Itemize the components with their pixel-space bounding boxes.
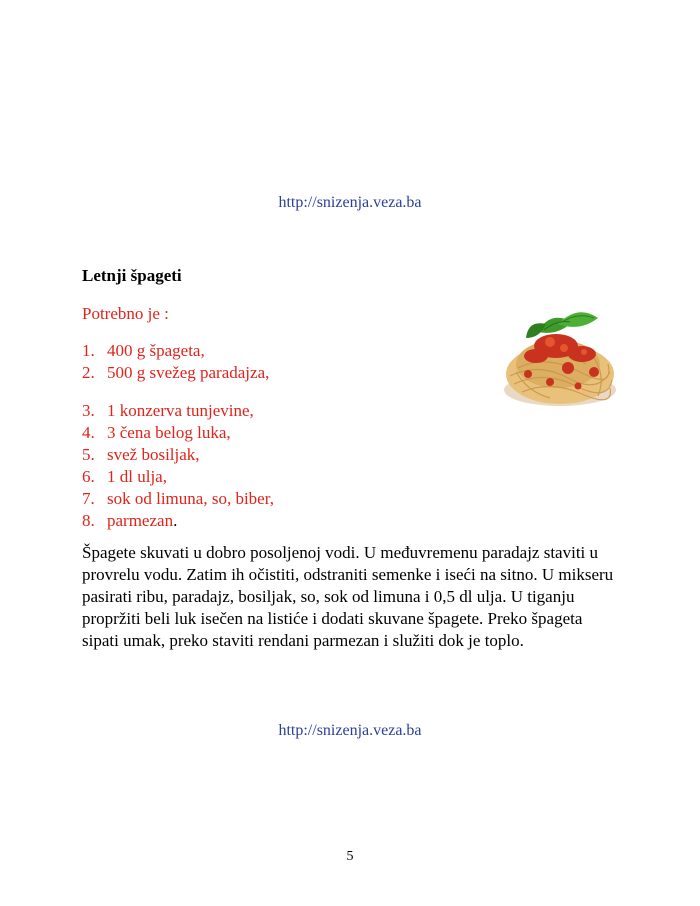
list-item [82, 444, 274, 466]
ingredient-number: 7. [82, 489, 95, 508]
spaghetti-image [498, 302, 620, 414]
list-item [82, 422, 274, 444]
recipe-title: Letnji špageti [82, 266, 182, 285]
ingredient-list-2 [82, 400, 274, 532]
ingredient-text: 500 g svežeg paradajza, [107, 363, 270, 382]
ingredients-heading: Potrebno je : [82, 304, 169, 323]
ingredient-text: 400 g špageta, [107, 341, 205, 360]
ingredient-text: sok od limuna, so, biber, [107, 489, 274, 508]
ingredient-number: 3. [82, 401, 95, 420]
recipe-instructions: Špagete skuvati u dobro posoljenoj vodi. U međuvremenu paradajz staviti u provrelu vodu. Zatim ih očistiti, odstraniti semenke i iseći na sitno. U mikseru pasirati ribu, paradajz, bosiljak, so, sok od limuna i 0,5 dl ulja. U tiganju propržiti beli luk isečen na listiće i dodati skuvane špagete. Preko špageta sipati umak, preko staviti rendani parmezan i služiti dok je toplo. [82, 543, 614, 650]
ingredient-text: parmezan [107, 511, 174, 530]
list-item [82, 466, 274, 488]
ingredient-list-1 [82, 340, 269, 384]
ingredient-number: 2. [82, 363, 95, 382]
list-item [82, 362, 269, 384]
ingredient-suffix: . [173, 511, 178, 530]
ingredient-text: 3 čena belog luka, [107, 423, 231, 442]
ingredient-number: 6. [82, 467, 95, 486]
page-number: 5 [346, 849, 354, 864]
header-link[interactable]: http://snizenja.veza.ba [278, 194, 422, 211]
ingredient-text: svež bosiljak, [107, 445, 200, 464]
ingredient-number: 8. [82, 511, 95, 530]
list-item [82, 400, 274, 422]
list-item [82, 340, 269, 362]
ingredient-number: 4. [82, 423, 95, 442]
list-item [82, 510, 274, 532]
ingredient-text: 1 konzerva tunjevine, [107, 401, 254, 420]
ingredient-number: 1. [82, 341, 95, 360]
list-item [82, 488, 274, 510]
footer-link[interactable]: http://snizenja.veza.ba [278, 722, 422, 739]
ingredient-number: 5. [82, 445, 95, 464]
ingredient-text: 1 dl ulja, [107, 467, 167, 486]
